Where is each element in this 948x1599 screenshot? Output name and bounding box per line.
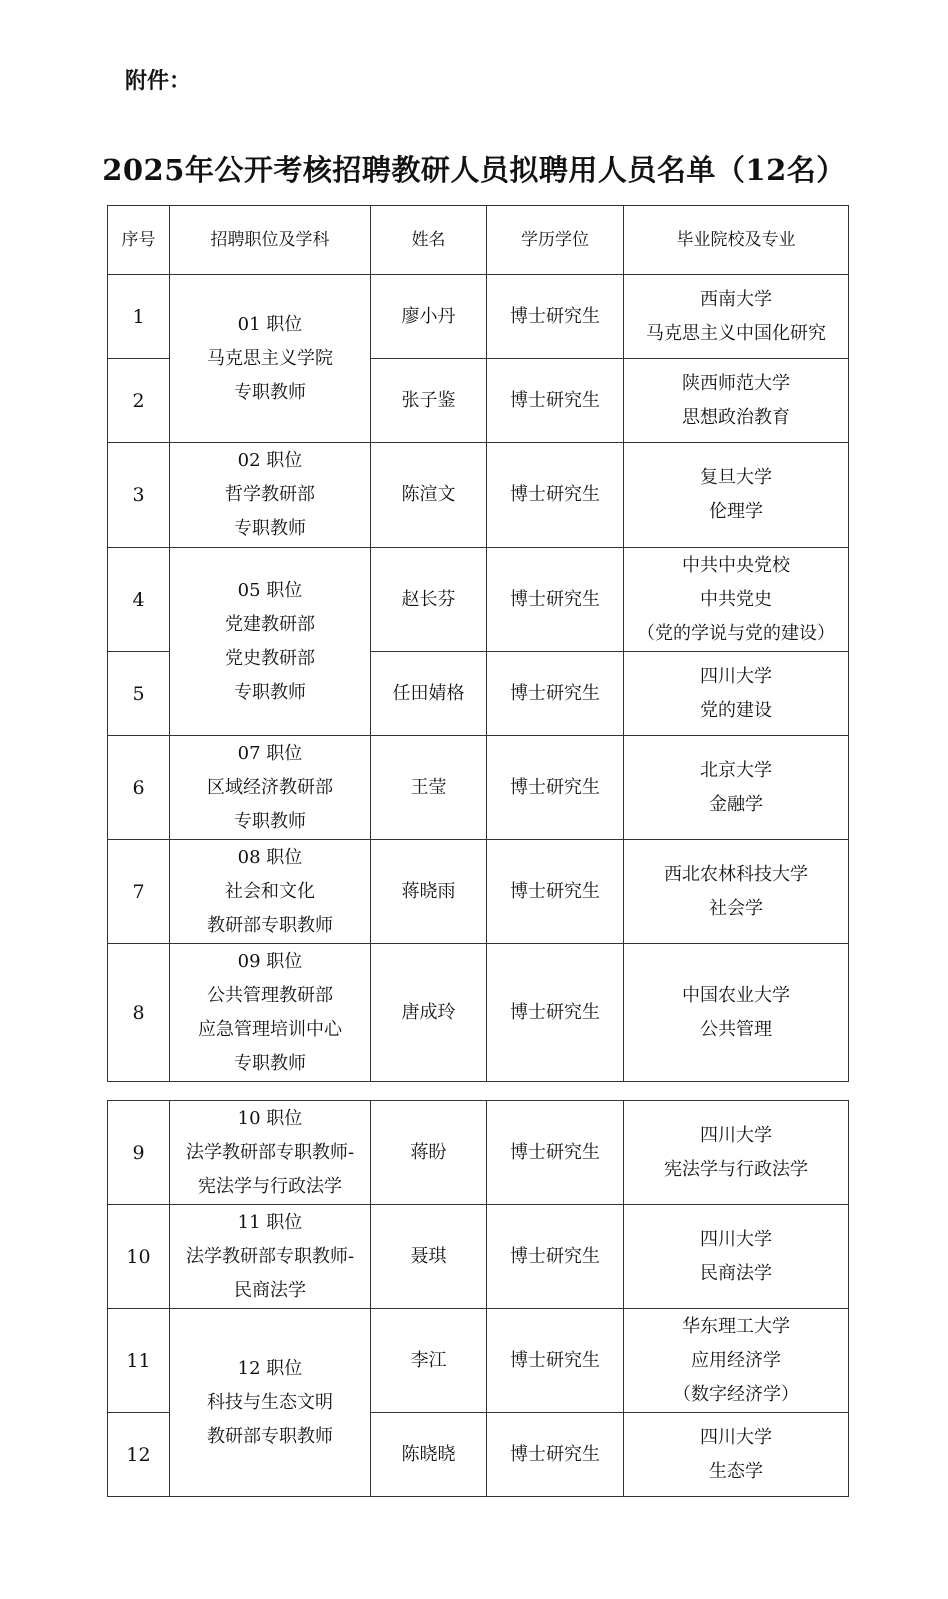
header-seq: 序号 bbox=[108, 206, 170, 275]
school-line: 四川大学 bbox=[700, 665, 772, 687]
seq-cell: 3 bbox=[108, 443, 170, 548]
seq-cell: 2 bbox=[108, 359, 170, 443]
document-title: 2025年公开考核招聘教研人员拟聘用人员名单（12名） bbox=[102, 153, 846, 187]
position-cell bbox=[170, 1309, 371, 1497]
degree-cell: 博士研究生 bbox=[487, 275, 624, 359]
position-line: 专职教师 bbox=[234, 1052, 306, 1074]
major-note-line: （数字经济学） bbox=[673, 1383, 799, 1405]
degree-cell: 博士研究生 bbox=[487, 944, 624, 1082]
major-line: 思想政治教育 bbox=[682, 406, 790, 428]
school-cell bbox=[624, 275, 849, 359]
name-cell: 蒋盼 bbox=[371, 1101, 487, 1205]
position-line: 党史教研部 bbox=[225, 647, 315, 669]
seq-cell: 7 bbox=[108, 840, 170, 944]
position-line: 党建教研部 bbox=[225, 613, 315, 635]
position-cell bbox=[170, 275, 371, 443]
school-line: 复旦大学 bbox=[700, 467, 772, 488]
name-cell: 张子鉴 bbox=[371, 359, 487, 443]
position-code: 09 职位 bbox=[237, 950, 303, 972]
position-line: 宪法学与行政法学 bbox=[198, 1175, 342, 1197]
position-cell bbox=[170, 840, 371, 944]
name-cell: 陈晓晓 bbox=[371, 1413, 487, 1497]
name-cell: 蒋晓雨 bbox=[371, 840, 487, 944]
seq-cell: 1 bbox=[108, 275, 170, 359]
major-line: 金融学 bbox=[709, 793, 763, 815]
position-line: 应急管理培训中心 bbox=[198, 1018, 342, 1040]
header-position: 招聘职位及学科 bbox=[170, 206, 371, 275]
seq-cell: 9 bbox=[108, 1101, 170, 1205]
header-name: 姓名 bbox=[371, 206, 487, 275]
degree-cell: 博士研究生 bbox=[487, 1413, 624, 1497]
degree-cell: 博士研究生 bbox=[487, 1309, 624, 1413]
position-line: 公共管理教研部 bbox=[207, 984, 333, 1006]
school-cell bbox=[624, 1101, 849, 1205]
position-cell bbox=[170, 1205, 371, 1309]
seq-cell: 5 bbox=[108, 652, 170, 736]
school-line: 北京大学 bbox=[700, 759, 772, 781]
major-line: 社会学 bbox=[709, 897, 763, 919]
school-cell bbox=[624, 443, 849, 548]
name-cell: 聂琪 bbox=[371, 1205, 487, 1309]
major-line: 生态学 bbox=[709, 1460, 763, 1482]
position-cell bbox=[170, 443, 371, 548]
degree-cell: 博士研究生 bbox=[487, 736, 624, 840]
position-code: 11 职位 bbox=[237, 1211, 303, 1233]
major-line: 民商法学 bbox=[700, 1262, 772, 1284]
position-code: 10 职位 bbox=[237, 1107, 303, 1129]
degree-cell: 博士研究生 bbox=[487, 652, 624, 736]
major-line: 中共党史 bbox=[700, 588, 772, 610]
school-cell bbox=[624, 944, 849, 1082]
degree-cell: 博士研究生 bbox=[487, 359, 624, 443]
school-line: 四川大学 bbox=[700, 1426, 772, 1448]
position-line: 专职教师 bbox=[234, 681, 306, 703]
degree-cell: 博士研究生 bbox=[487, 548, 624, 652]
position-line: 区域经济教研部 bbox=[207, 776, 333, 798]
position-line: 马克思主义学院 bbox=[207, 347, 333, 369]
table-header-row bbox=[108, 206, 849, 275]
table-row bbox=[108, 1309, 849, 1413]
school-cell bbox=[624, 736, 849, 840]
name-cell: 唐成玲 bbox=[371, 944, 487, 1082]
name-cell: 王莹 bbox=[371, 736, 487, 840]
seq-cell: 11 bbox=[108, 1309, 170, 1413]
school-cell bbox=[624, 1309, 849, 1413]
school-cell bbox=[624, 548, 849, 652]
degree-cell: 博士研究生 bbox=[487, 443, 624, 548]
seq-cell: 6 bbox=[108, 736, 170, 840]
major-line: 伦理学 bbox=[709, 501, 763, 522]
position-line: 民商法学 bbox=[234, 1279, 306, 1301]
attachment-label: 附件： bbox=[125, 69, 192, 94]
position-cell bbox=[170, 1101, 371, 1205]
position-line: 教研部专职教师 bbox=[207, 1425, 333, 1447]
position-cell bbox=[170, 736, 371, 840]
table-row bbox=[108, 1101, 849, 1205]
school-line: 四川大学 bbox=[700, 1228, 772, 1250]
name-cell: 廖小丹 bbox=[371, 275, 487, 359]
table-row bbox=[108, 840, 849, 944]
school-line: 四川大学 bbox=[700, 1124, 772, 1146]
position-line: 社会和文化 bbox=[225, 880, 315, 902]
seq-cell: 8 bbox=[108, 944, 170, 1082]
position-line: 法学教研部专职教师- bbox=[185, 1141, 355, 1163]
position-line: 哲学教研部 bbox=[225, 484, 315, 505]
hire-list-table-part-1 bbox=[107, 205, 849, 1082]
position-cell bbox=[170, 944, 371, 1082]
major-note-line: （党的学说与党的建设） bbox=[637, 622, 835, 644]
position-code: 05 职位 bbox=[237, 579, 303, 601]
school-line: 中共中央党校 bbox=[682, 554, 790, 576]
school-line: 西南大学 bbox=[700, 288, 772, 310]
position-line: 教研部专职教师 bbox=[207, 914, 333, 936]
degree-cell: 博士研究生 bbox=[487, 1101, 624, 1205]
major-line: 党的建设 bbox=[700, 699, 772, 721]
major-line: 马克思主义中国化研究 bbox=[646, 322, 826, 344]
position-line: 科技与生态文明 bbox=[207, 1391, 333, 1413]
header-school: 毕业院校及专业 bbox=[624, 206, 849, 275]
position-line: 专职教师 bbox=[234, 518, 306, 539]
position-code: 08 职位 bbox=[237, 846, 303, 868]
school-line: 西北农林科技大学 bbox=[664, 863, 808, 885]
position-code: 12 职位 bbox=[237, 1357, 303, 1379]
school-cell bbox=[624, 359, 849, 443]
position-code: 07 职位 bbox=[237, 742, 303, 764]
major-line: 应用经济学 bbox=[691, 1349, 781, 1371]
school-cell bbox=[624, 1205, 849, 1309]
name-cell: 李江 bbox=[371, 1309, 487, 1413]
table-row bbox=[108, 1205, 849, 1309]
position-line: 专职教师 bbox=[234, 810, 306, 832]
school-line: 中国农业大学 bbox=[682, 984, 790, 1006]
position-code: 02 职位 bbox=[237, 450, 303, 471]
position-code: 01 职位 bbox=[237, 313, 303, 335]
table-row bbox=[108, 944, 849, 1082]
degree-cell: 博士研究生 bbox=[487, 840, 624, 944]
name-cell: 任田婧格 bbox=[371, 652, 487, 736]
seq-cell: 4 bbox=[108, 548, 170, 652]
name-cell: 陈渲文 bbox=[371, 443, 487, 548]
table-row bbox=[108, 275, 849, 359]
header-degree: 学历学位 bbox=[487, 206, 624, 275]
seq-cell: 10 bbox=[108, 1205, 170, 1309]
school-cell bbox=[624, 652, 849, 736]
position-cell bbox=[170, 548, 371, 736]
school-cell bbox=[624, 1413, 849, 1497]
school-cell bbox=[624, 840, 849, 944]
major-line: 宪法学与行政法学 bbox=[664, 1158, 808, 1180]
school-line: 陕西师范大学 bbox=[682, 372, 790, 394]
school-line: 华东理工大学 bbox=[682, 1315, 790, 1337]
seq-cell: 12 bbox=[108, 1413, 170, 1497]
hire-list-table-part-2 bbox=[107, 1100, 849, 1497]
degree-cell: 博士研究生 bbox=[487, 1205, 624, 1309]
major-line: 公共管理 bbox=[700, 1018, 772, 1040]
table-row bbox=[108, 736, 849, 840]
name-cell: 赵长芬 bbox=[371, 548, 487, 652]
table-row bbox=[108, 548, 849, 652]
position-line: 法学教研部专职教师- bbox=[185, 1245, 355, 1267]
table-row bbox=[108, 443, 849, 548]
position-line: 专职教师 bbox=[234, 381, 306, 403]
